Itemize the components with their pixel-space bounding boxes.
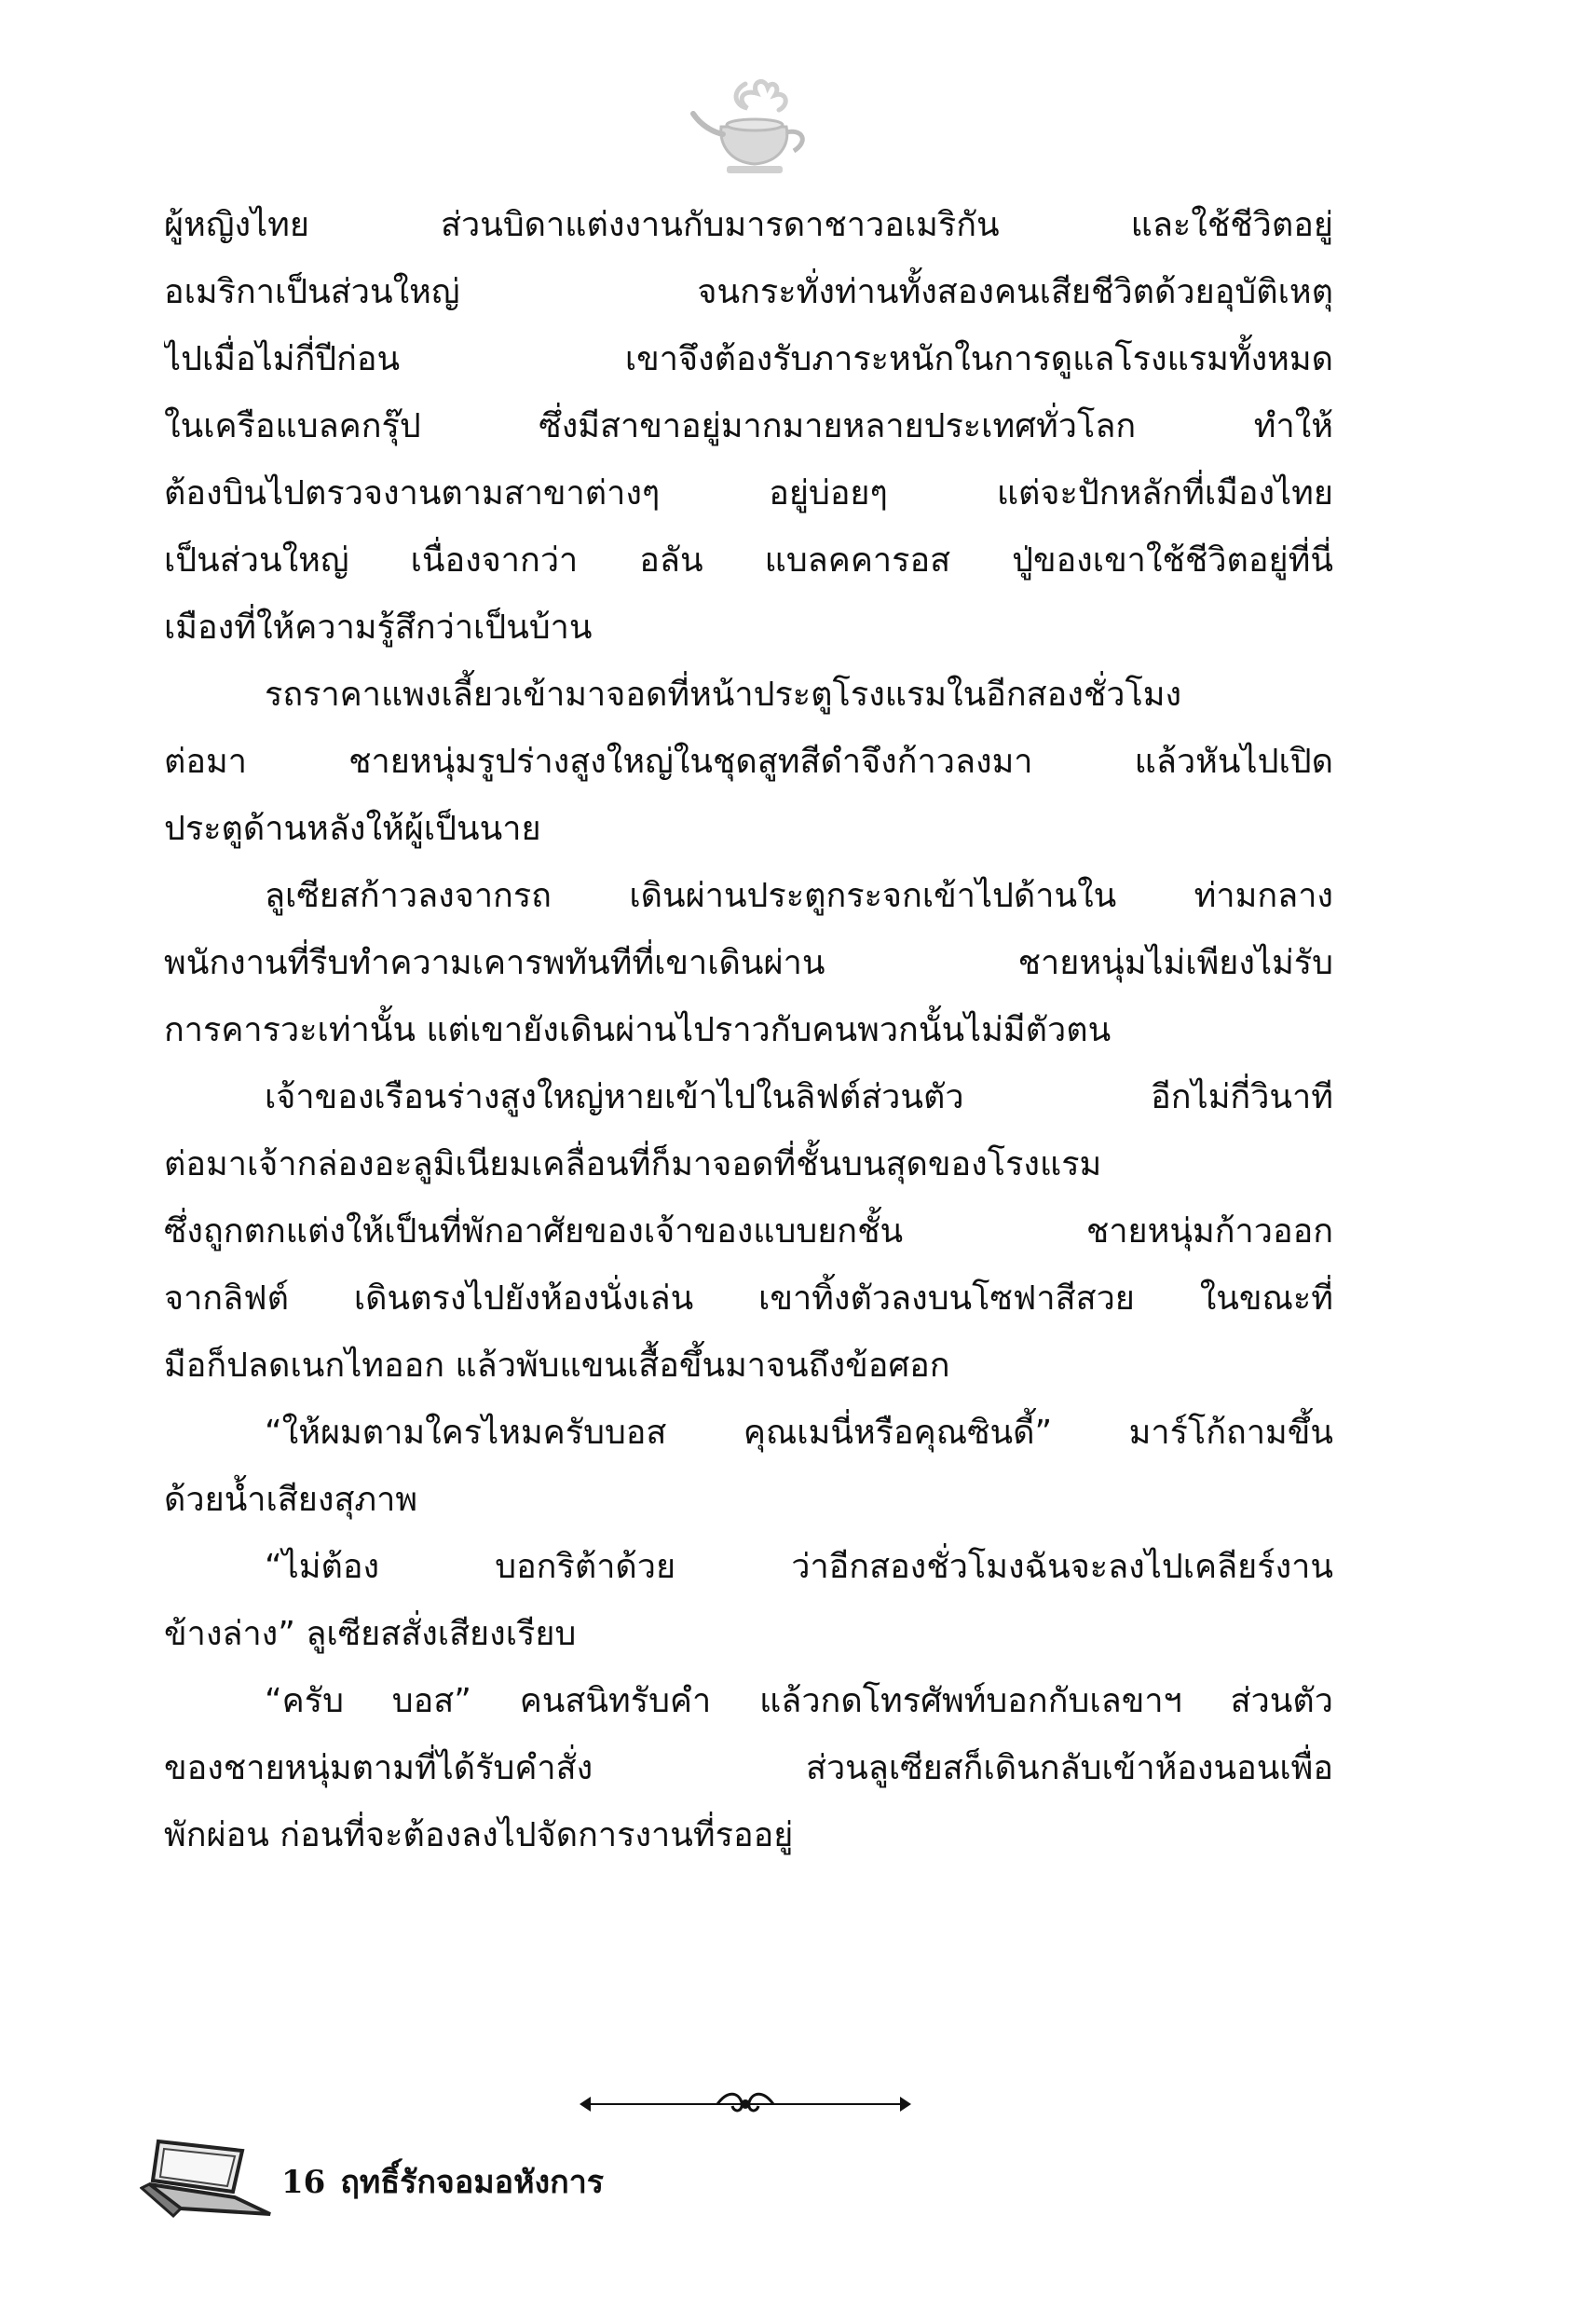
paragraph-first-line: “ไม่ต้อง บอกริต้าด้วย ว่าอีกสองชั่วโมงฉันจะลงไปเคลียร์งาน — [265, 1548, 1333, 1586]
text-line: อเมริกาเป็นส่วนใหญ่ จนกระทั่งท่านทั้งสองคนเสียชีวิตด้วยอุบัติเหตุ — [164, 273, 1333, 311]
paragraph-first-line: รถราคาแพงเลี้ยวเข้ามาจอดที่หน้าประตูโรงแรมในอีกสองชั่วโมง — [265, 676, 1182, 714]
paragraph-first-line: เจ้าของเรือนร่างสูงใหญ่หายเข้าไปในลิฟต์ส่วนตัว อีกไม่กี่วินาที — [265, 1078, 1333, 1116]
book-title: ฤทธิ์รักจอมอหังการ — [340, 2164, 605, 2201]
text-line: ของชายหนุ่มตามที่ได้รับคำสั่ง ส่วนลูเซียสก็เดินกลับเข้าห้องนอนเพื่อ — [164, 1749, 1333, 1787]
page-footer — [140, 2134, 792, 2227]
paragraph-first-line: “ครับ บอส” คนสนิทรับคำ แล้วกดโทรศัพท์บอกกับเลขาฯ ส่วนตัว — [265, 1682, 1333, 1720]
laptop-icon — [140, 2134, 280, 2222]
text-line: มือก็ปลดเนกไทออก แล้วพับแขนเสื้อขึ้นมาจนถึงข้อศอก — [164, 1347, 950, 1385]
text-line: พักผ่อน ก่อนที่จะต้องลงไปจัดการงานที่รออยู่ — [164, 1816, 794, 1854]
running-footer — [281, 2156, 619, 2207]
text-line: ข้างล่าง” ลูเซียสสั่งเสียงเรียบ — [164, 1615, 577, 1653]
paragraph-first-line: ลูเซียสก้าวลงจากรถ เดินผ่านประตูกระจกเข้าไปด้านใน ท่ามกลาง — [265, 877, 1333, 915]
text-line: พนักงานที่รีบทำความเคารพทันทีที่เขาเดินผ่าน ชายหนุ่มไม่เพียงไม่รับ — [164, 944, 1333, 982]
text-line: ผู้หญิงไทย ส่วนบิดาแต่งงานกับมารดาชาวอเมริกัน และใช้ชีวิตอยู่ — [164, 206, 1333, 244]
text-line: เป็นส่วนใหญ่ เนื่องจากว่า อลัน แบลคคารอส ปู่ของเขาใช้ชีวิตอยู่ที่นี่ — [164, 541, 1333, 580]
text-line: ไปเมื่อไม่กี่ปีก่อน เขาจึงต้องรับภาระหนักในการดูแลโรงแรมทั้งหมด — [164, 340, 1333, 378]
flourish-divider-icon — [578, 2085, 913, 2123]
text-line: ประตูด้านหลังให้ผู้เป็นนาย — [164, 810, 541, 848]
body-text — [164, 192, 1333, 1869]
paragraph-first-line: “ให้ผมตามใครไหมครับบอส คุณเมนี่หรือคุณซินดี้” มาร์โก้ถามขึ้น — [265, 1414, 1333, 1452]
text-line: ด้วยน้ำเสียงสุภาพ — [164, 1481, 418, 1519]
text-line: เมืองที่ให้ความรู้สึกว่าเป็นบ้าน — [164, 609, 593, 647]
text-line: การคารวะเท่านั้น แต่เขายังเดินผ่านไปราวกับคนพวกนั้นไม่มีตัวตน — [164, 1011, 1112, 1049]
page-number: 16 — [281, 2164, 326, 2201]
teapot-icon — [689, 73, 820, 180]
text-line: ต่อมาเจ้ากล่องอะลูมิเนียมเคลื่อนที่ก็มาจอดที่ชั้นบนสุดของโรงแรม — [164, 1145, 1102, 1183]
text-line: ในเครือแบลคกรุ๊ป ซึ่งมีสาขาอยู่มากมายหลายประเทศทั่วโลก ทำให้ — [164, 407, 1333, 445]
text-line: ต้องบินไปตรวจงานตามสาขาต่างๆ อยู่บ่อยๆ แต่จะปักหลักที่เมืองไทย — [164, 474, 1333, 513]
text-line: ต่อมา ชายหนุ่มรูปร่างสูงใหญ่ในชุดสูทสีดำจึงก้าวลงมา แล้วหันไปเปิด — [164, 743, 1333, 781]
text-line: ซึ่งถูกตกแต่งให้เป็นที่พักอาศัยของเจ้าของแบบยกชั้น ชายหนุ่มก้าวออก — [164, 1212, 1333, 1251]
text-line: จากลิฟต์ เดินตรงไปยังห้องนั่งเล่น เขาทิ้งตัวลงบนโซฟาสีสวย ในขณะที่ — [164, 1279, 1333, 1318]
